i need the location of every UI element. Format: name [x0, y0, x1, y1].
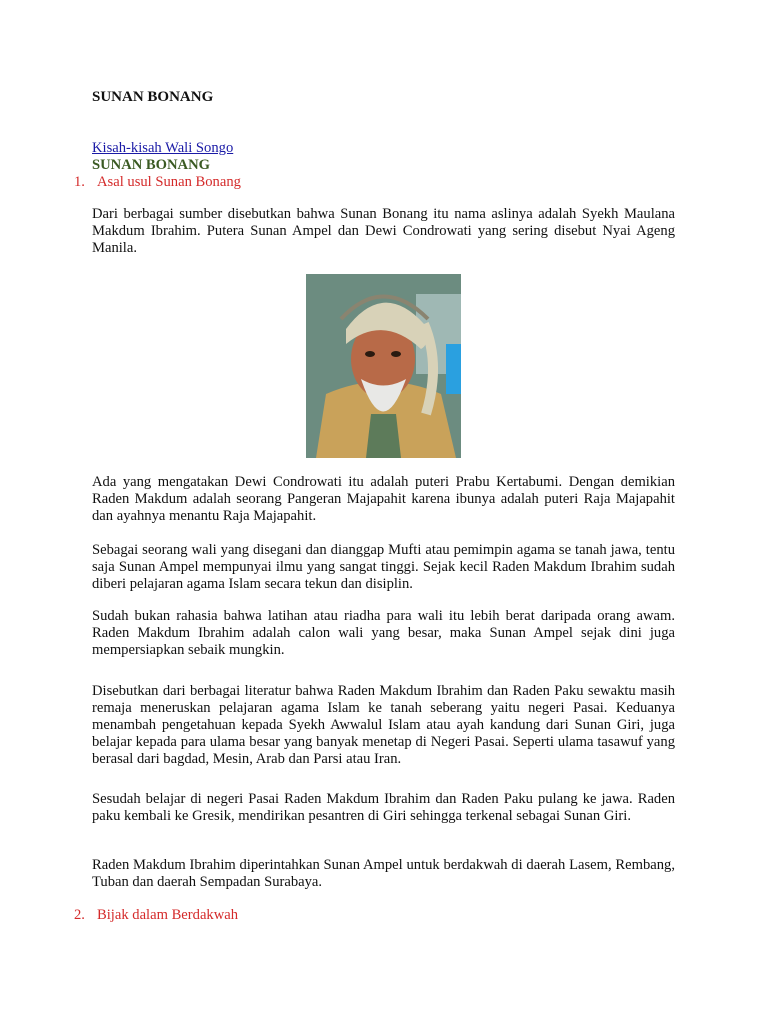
- subtitle: SUNAN BONANG: [92, 157, 210, 173]
- document-title: SUNAN BONANG: [92, 89, 214, 105]
- wali-songo-link[interactable]: Kisah-kisah Wali Songo: [92, 140, 234, 156]
- section-number: 2.: [74, 907, 85, 923]
- paragraph: Dari berbagai sumber disebutkan bahwa Sunan Bonang itu nama aslinya adalah Syekh Maulana Makdum Ibrahim. Putera Sunan Ampel dan Dewi Condrowati yang sering disebut Nyai Ageng Manila.: [92, 206, 675, 256]
- paragraph: Sudah bukan rahasia bahwa latihan atau riadha para wali itu lebih berat daripada orang awam. Raden Makdum Ibrahim adalah calon wali yang besar, maka Sunan Ampel sejak dini juga mempersiapkan sebaik mungkin.: [92, 608, 675, 658]
- section-title: Bijak dalam Berdakwah: [97, 907, 239, 923]
- paragraph: Sesudah belajar di negeri Pasai Raden Makdum Ibrahim dan Raden Paku pulang ke jawa. Raden paku kembali ke Gresik, mendirikan pesantren di Giri sehingga terkenal sebagai Sunan Giri.: [92, 791, 675, 824]
- section-heading-2: [74, 907, 680, 924]
- sunan-bonang-portrait: [306, 274, 461, 458]
- section-number: 1.: [74, 174, 85, 190]
- paragraph: Ada yang mengatakan Dewi Condrowati itu adalah puteri Prabu Kertabumi. Dengan demikian Raden Makdum adalah seorang Pangeran Majapahit karena ibunya adalah puteri Raja Majapahit dan ayahnya menantu Raja Majapahit.: [92, 474, 675, 524]
- section-heading-1: [74, 174, 680, 191]
- paragraph: Sebagai seorang wali yang disegani dan dianggap Mufti atau pemimpin agama se tanah jawa, tentu saja Sunan Ampel mempunyai ilmu yang sangat tinggi. Sejak kecil Raden Makdum Ibrahim sudah diberi pelajaran agama Islam secara tekun dan disiplin.: [92, 542, 675, 592]
- section-title: Asal usul Sunan Bonang: [97, 174, 241, 190]
- paragraph: Disebutkan dari berbagai literatur bahwa Raden Makdum Ibrahim dan Raden Paku sewaktu masih remaja meneruskan pelajaran agama Islam ke tanah seberang yaitu negeri Pasai. Keduanya menambah pengetahuan kepada Syekh Awwalul Islam atau ayah kandung dari Sunan Giri, juga belajar kepada para ulama besar yang banyak menetap di Negeri Pasai. Seperti ulama tasawuf yang berasal dari bagdad, Mesin, Arab dan Parsi atau Iran.: [92, 683, 675, 767]
- paragraph: Raden Makdum Ibrahim diperintahkan Sunan Ampel untuk berdakwah di daerah Lasem, Rembang, Tuban dan daerah Sempadan Surabaya.: [92, 857, 675, 890]
